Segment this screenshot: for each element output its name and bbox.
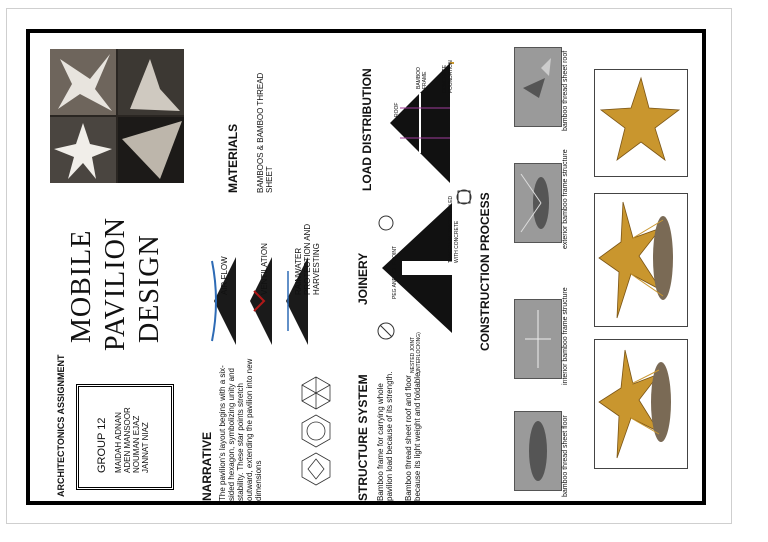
poster-frame <box>26 29 706 505</box>
construction-step-image <box>514 411 562 491</box>
joinery-label-peg: PEG AND HOLE JOINT <box>392 245 398 299</box>
title-line-2: PAVILION <box>100 216 131 351</box>
hexagon-sketches <box>286 373 346 489</box>
photo-collage <box>50 49 184 183</box>
structure-text-2: Bamboo thread sheet roof and floor because its light weight and foldable. <box>404 370 422 501</box>
joinery-heading: JOINERY <box>356 252 370 305</box>
flow-label-rainwater: RAINWATER PROTECTION AND HARVESTING <box>294 223 321 295</box>
construction-step-label: bamboo thread sheet roof <box>562 50 569 131</box>
narrative-text: The pavilion's layout begins with a six-sided hexagon, symbolizing unity and stability. These star points stretch outward, extending the pavilion into new dimensions <box>218 358 263 501</box>
load-label-frame: BAMBOO FRAME <box>416 67 428 89</box>
construction-step-label: bamboo thread sheet floor <box>562 415 569 497</box>
construction-step-image <box>514 47 562 127</box>
construction-step-image <box>514 163 562 243</box>
title-line-1: MOBILE <box>66 229 97 343</box>
photo-collage-image <box>50 49 184 183</box>
materials-text: BAMBOOS & BAMBOO THREAD SHEET <box>256 72 274 193</box>
joinery-label-traced: TRACED IN TRACER FILLED WITH CONCRETE <box>448 195 460 263</box>
narrative-heading: NARRATIVE <box>200 431 214 501</box>
final-render <box>594 193 688 327</box>
group-member: JANNAT NIAZ <box>141 422 150 473</box>
flow-label-ventilation: VENTILATION <box>260 243 269 295</box>
construction-step-label: interior bamboo frame structure <box>562 287 569 385</box>
final-render <box>594 339 688 469</box>
assignment-label: ARCHITECTONICS ASSIGNMENT <box>56 354 66 497</box>
group-member: MAIDAH ADNAN <box>114 412 123 473</box>
load-heading: LOAD DISTRIBUTION <box>360 68 374 191</box>
title-line-3: DESIGN <box>134 234 165 343</box>
construction-step-label: exterior bamboo frame structure <box>562 149 569 249</box>
construction-heading: CONSTRUCTION PROCESS <box>478 192 492 351</box>
joinery-label-nested: NESTED JOINT (INTERLOCKING) <box>410 332 422 373</box>
group-member: NOUMAN EJAZ <box>132 415 141 473</box>
structure-text-1: Bamboo frame for carrying whole pavilion load because of its strength. <box>376 371 394 501</box>
flow-label-air: AIR FLOW <box>220 256 229 295</box>
load-label-roof: ROOF <box>394 102 400 117</box>
materials-heading: MATERIALS <box>226 123 240 193</box>
structure-heading: STRUCTURE SYSTEM <box>356 374 370 501</box>
group-name: GROUP 12 <box>96 417 108 473</box>
final-render <box>594 69 688 177</box>
load-label-foundation: CONCRETE FOUNDATION <box>442 60 454 93</box>
group-member: ADEN MANSOOR <box>123 407 132 473</box>
construction-step-image <box>514 299 562 379</box>
